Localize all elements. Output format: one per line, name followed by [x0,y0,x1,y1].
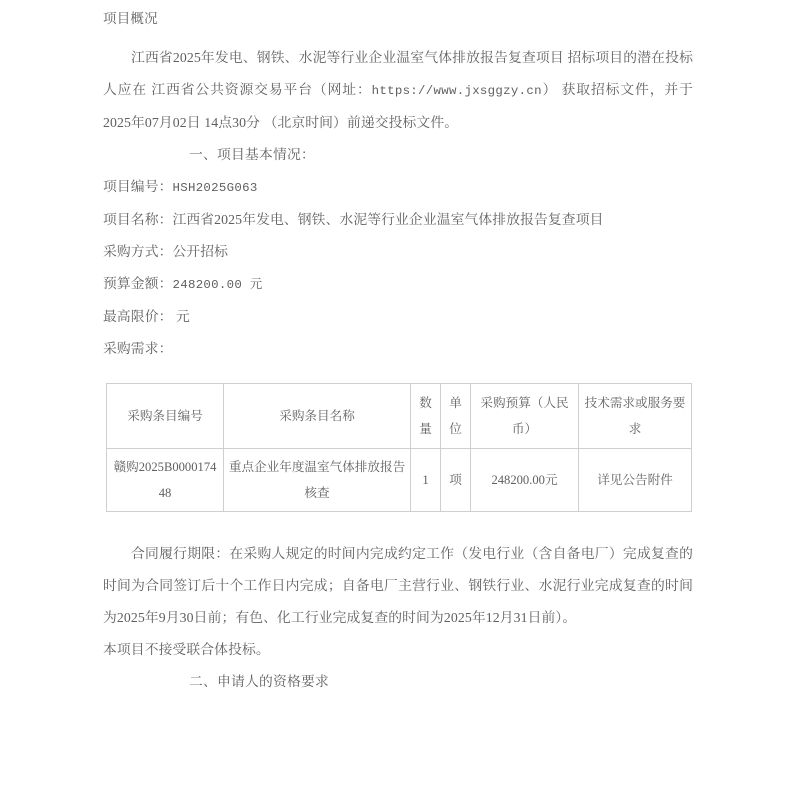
field-procurement-method [103,236,693,268]
intro-text-before-url: 江西省2025年发电、钢铁、水泥等行业企业温室气体排放报告复查项目 招标项目的潜在投标人应在 江西省公共资源交易平台（网址： [103,50,693,97]
table-cell-name: 重点企业年度温室气体排放报告核查 [224,449,411,512]
table-header-cell-qty: 数量 [411,384,441,449]
table-cell-unit: 项 [441,449,471,512]
field-label: 项目编号： [103,179,173,194]
field-label: 项目名称： [103,212,173,227]
table-cell-code: 赣购2025B000017448 [107,449,224,512]
table-row [107,449,692,512]
section-heading-one: 一、项目基本情况： [189,147,315,162]
field-value: 元 [172,309,190,324]
field-label: 最高限价： [103,309,173,324]
table-bottom-spacer [103,512,693,538]
field-label: 采购方式： [103,244,173,259]
field-value: 公开招标 [172,244,229,259]
page-title: 项目概况 [103,11,158,26]
requirement-table [106,383,692,512]
table-header-cell-tech: 技术需求或服务要求 [579,384,692,449]
table-header-cell-code: 采购条目编号 [107,384,224,449]
field-value: 248200.00 元 [172,278,263,292]
field-value: HSH2025G063 [172,181,258,195]
contract-term-paragraph: 合同履行期限：在采购人规定的时间内完成约定工作（发电行业（含自备电厂）完成复查的时间为合同签订后十个工作日内完成；自备电厂主营行业、钢铁行业、水泥行业完成复查的时间为2025年9月30日前；有色、化工行业完成复查的时间为2025年12月31日前）。 [103,546,693,625]
table-cell-tech: 详见公告附件 [579,449,692,512]
document-content [103,8,693,698]
field-project-code [103,171,693,204]
table-top-spacer [103,365,693,383]
table-header-row [107,384,692,449]
table-cell-qty: 1 [411,449,441,512]
table-header-cell-budget: 采购预算（人民币） [471,384,579,449]
field-max-price [103,301,693,333]
table-cell-budget: 248200.00元 [471,449,579,512]
table-header-cell-unit: 单位 [441,384,471,449]
field-procurement-demand [103,333,693,365]
field-project-name [103,204,693,236]
bidding-platform-url: https://www.jxsggzy.cn [371,84,542,98]
field-label: 采购需求： [103,341,173,356]
field-budget-amount [103,268,693,301]
field-value: 江西省2025年发电、钢铁、水泥等行业企业温室气体排放报告复查项目 [172,212,604,227]
field-label: 预算金额： [103,276,173,291]
table-header-cell-name: 采购条目名称 [224,384,411,449]
intro-paragraph [103,42,693,139]
intro-text-after-url: ） 获取招标文件，并于 2025年07月02日 14点30分 （北京时间）前递交投标文件。 [103,82,693,130]
consortium-note: 本项目不接受联合体投标。 [103,642,270,657]
section-heading-two: 二、申请人的资格要求 [189,674,329,689]
